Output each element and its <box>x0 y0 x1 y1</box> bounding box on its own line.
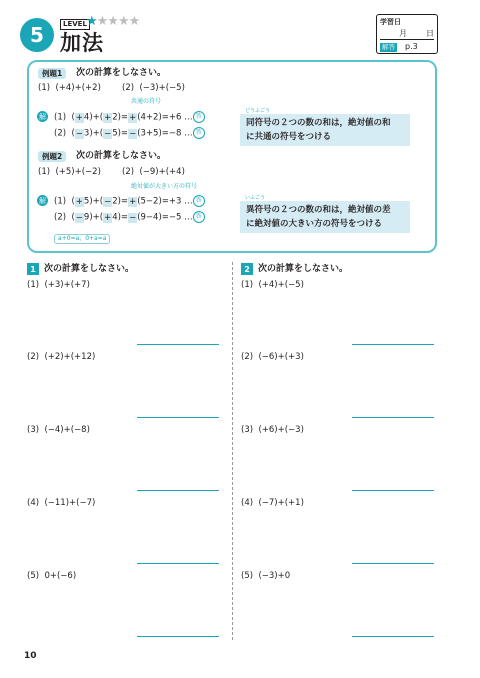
star-filled-icon: ★ <box>86 14 97 29</box>
answer-page: p.3 <box>405 42 418 51</box>
answer-mark: 答 <box>193 195 205 207</box>
page-number: 10 <box>24 651 37 661</box>
solution-mark: 解 <box>39 196 46 205</box>
solution-line: (2) (−3)+(−5)=−(3+5)=−8 … 答 <box>54 127 205 140</box>
column-divider <box>232 262 233 640</box>
example-problem: (1) (+4)+(+2) <box>38 83 101 93</box>
problem: (1) (+4)+(−5) <box>241 280 304 290</box>
identity-note: a+0=a，0+a=a <box>54 234 110 244</box>
larger-abs-sign-note: 絶対値が大きい方の符号 <box>131 183 198 190</box>
level-label: LEVEL <box>60 19 90 30</box>
answer-line[interactable] <box>352 563 434 564</box>
answer-mark: 答 <box>193 127 205 139</box>
rule-box: 同符号の２つの数の和は，絶対値の和 に共通の符号をつける <box>240 114 410 146</box>
example-tag: 例題1 <box>38 68 66 79</box>
month-label: 月 <box>399 29 407 38</box>
problem: (3) (−4)+(−8) <box>27 425 90 435</box>
section-number: 2 <box>241 263 253 275</box>
answer-line[interactable] <box>352 636 434 637</box>
lesson-number-badge <box>20 18 54 52</box>
problem: (5) (−3)+0 <box>241 571 291 581</box>
day-label: 日 <box>426 29 434 38</box>
common-sign-note: 共通の符号 <box>131 98 162 105</box>
example-problem: (1) (+5)+(−2) <box>38 167 101 177</box>
ruby-reading: どうふごう <box>245 108 271 114</box>
solution-line: (1) (+4)+(+2)=+(4+2)=+6 … 答 <box>54 111 205 124</box>
example-prompt: 次の計算をしなさい。 <box>76 68 167 78</box>
answer-line[interactable] <box>137 344 219 345</box>
rule-box: 異符号の２つの数の和は，絶対値の差 に絶対値の大きい方の符号をつける <box>240 201 410 233</box>
answer-line[interactable] <box>352 490 434 491</box>
example-problem: (2) (−9)+(+4) <box>122 167 185 177</box>
solution-line: (1) (+5)+(−2)=+(5−2)=+3 … 答 <box>54 195 205 208</box>
problem: (2) (+2)+(+12) <box>27 352 96 362</box>
section-number: 1 <box>27 263 39 275</box>
study-date-box <box>376 14 438 54</box>
lesson-number: 5 <box>30 23 44 47</box>
answer-line[interactable] <box>137 490 219 491</box>
answer-line[interactable] <box>137 563 219 564</box>
answer-line[interactable] <box>352 417 434 418</box>
study-date-label: 学習日 <box>380 18 401 26</box>
section-prompt: 次の計算をしなさい。 <box>258 264 349 274</box>
problem: (5) 0+(−6) <box>27 571 77 581</box>
solution-line: (2) (−9)+(+4)=−(9−4)=−5 … 答 <box>54 211 205 224</box>
problem: (1) (+3)+(+7) <box>27 280 90 290</box>
answer-mark: 答 <box>193 111 205 123</box>
section-prompt: 次の計算をしなさい。 <box>44 264 135 274</box>
problem: (2) (−6)+(+3) <box>241 352 304 362</box>
solution-mark: 解 <box>39 112 46 121</box>
level-stars <box>86 15 139 29</box>
answer-line[interactable] <box>352 344 434 345</box>
problem: (4) (−7)+(+1) <box>241 498 304 508</box>
example-tag: 例題2 <box>38 151 66 162</box>
example-problem: (2) (−3)+(−5) <box>122 83 185 93</box>
answer-line[interactable] <box>137 636 219 637</box>
problem: (4) (−11)+(−7) <box>27 498 96 508</box>
page-title: 加法 <box>60 31 104 55</box>
example-prompt: 次の計算をしなさい。 <box>76 151 167 161</box>
answer-mark: 答 <box>193 211 205 223</box>
answer-line[interactable] <box>137 417 219 418</box>
star-empty-icon: ★★★★ <box>96 14 140 29</box>
problem: (3) (+6)+(−3) <box>241 425 304 435</box>
ruby-reading: いふごう <box>245 195 266 201</box>
answer-tag: 解答 <box>382 43 395 51</box>
